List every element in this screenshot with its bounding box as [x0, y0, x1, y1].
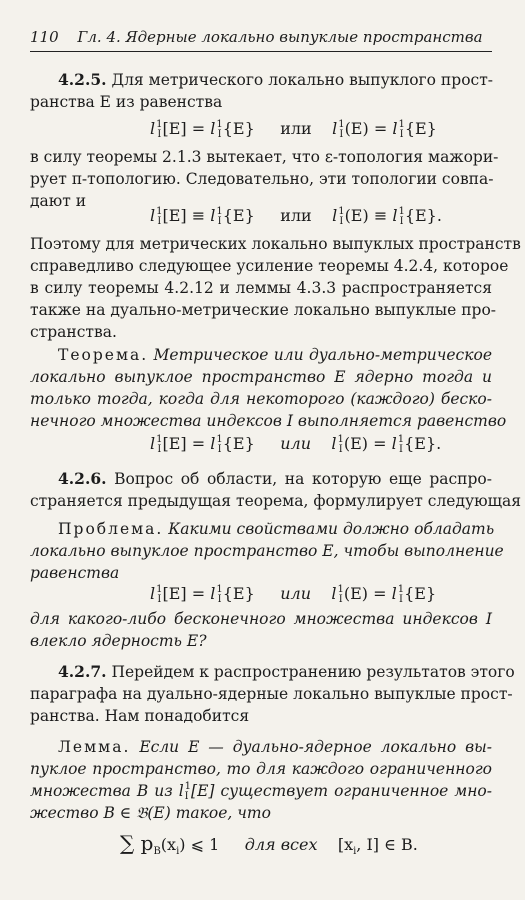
s425-number: 4.2.5.: [58, 70, 107, 89]
eq1-connective: или: [280, 119, 312, 138]
s425-p2-line4: также на дуально-метрические локально выпуклые про-: [30, 301, 497, 319]
problem-line1: Проблема. Какими свойствами должно обладать: [58, 520, 495, 538]
s425-intro-2: ранства E из равенства: [30, 93, 223, 111]
s427-line2: параграфа на дуально-ядерные локально выпуклые прост-: [30, 685, 513, 703]
s425-p2-line3: в силу теоремы 4.2.12 и леммы 4.3.3 распространяется: [30, 279, 492, 297]
s426-line2: страняется предыдущая теорема, формулирует следующая: [30, 492, 522, 510]
s427-line3: ранства. Нам понадобится: [30, 707, 250, 725]
problem-label: Проблема.: [58, 520, 164, 538]
s427-number: 4.2.7.: [58, 662, 107, 681]
lemma-line3: множества B из l1 I [E] существует ограниченное мно-: [30, 781, 492, 802]
s426-number: 4.2.6.: [58, 469, 107, 488]
eq4-connective: или: [280, 584, 312, 603]
header-rule: [30, 51, 492, 52]
problem-after-2: влекло ядерность E?: [30, 632, 207, 650]
s425-p2-line2: справедливо следующее усиление теоремы 4.2.4, которое: [30, 257, 509, 275]
equation-2: l1 I[E] ≡ l1 I{E} или l1 I(E) ≡ l1 I{E}.: [150, 205, 442, 227]
lemma-line2: пуклое пространство, то для каждого ограниченного: [30, 760, 492, 778]
equation-4: l1 I[E] = l1 I{E} или l1 I(E) = l1 I{E}: [150, 583, 437, 605]
running-header: [30, 28, 492, 46]
s425-p1-line2: рует π-топологию. Следовательно, эти топологии совпа-: [30, 170, 494, 188]
chapter-title: Гл. 4. Ядерные локально выпуклые пространства: [77, 28, 483, 46]
equation-1: l1 I[E] = l1 I{E} или l1 I(E) = l1 I{E}: [150, 118, 437, 140]
theorem-line4: нечного множества индексов I выполняется равенство: [30, 412, 507, 430]
s425-p1-line1: в силу теоремы 2.1.3 вытекает, что ε-топология мажори-: [30, 148, 499, 166]
lemma-formula: ∑ $p_B(x_i)$ ⩽ 1 для всех [$x_i$, I] ∈ B.: [120, 831, 418, 858]
lemma-line4: жество B ∈ 𝔅(E) такое, что: [30, 804, 271, 822]
s425-p2-line5: странства.: [30, 323, 117, 341]
problem-line2: локально выпуклое пространство E, чтобы выполнение: [30, 542, 504, 560]
s427-line1: 4.2.7. Перейдем к распространению результатов этого: [58, 662, 515, 681]
problem-line3: равенства: [30, 564, 120, 582]
lemma-line1: Лемма. Если E — дуально-ядерное локально вы-: [58, 738, 492, 756]
lemma-label: Лемма.: [58, 738, 131, 756]
theorem-line1: Теорема. Метрическое или дуально-метрическое: [58, 346, 492, 364]
s425-intro-1: Для метрического локально выпуклого прост-: [111, 71, 494, 89]
eq3-connective: или: [280, 434, 312, 453]
s426-line1: 4.2.6. Вопрос об области, на которую еще распро-: [58, 469, 492, 488]
s425-p1-line3: дают и: [30, 192, 87, 210]
eq2-connective: или: [280, 206, 312, 225]
s425-p2-line1: Поэтому для метрических локально выпуклых пространств: [30, 235, 521, 253]
problem-after-1: для какого-либо бесконечного множества индексов I: [30, 610, 492, 628]
s425-line1: [58, 70, 492, 90]
page-number: 110: [30, 28, 59, 46]
theorem-label: Теорема.: [58, 346, 149, 364]
theorem-line2: локально выпуклое пространство E ядерно тогда и: [30, 368, 492, 386]
theorem-line3: только тогда, когда для некоторого (каждого) беско-: [30, 390, 492, 408]
equation-3: l1 I[E] = l1 I{E} или l1 I(E) = l1 I{E}.: [150, 433, 442, 455]
